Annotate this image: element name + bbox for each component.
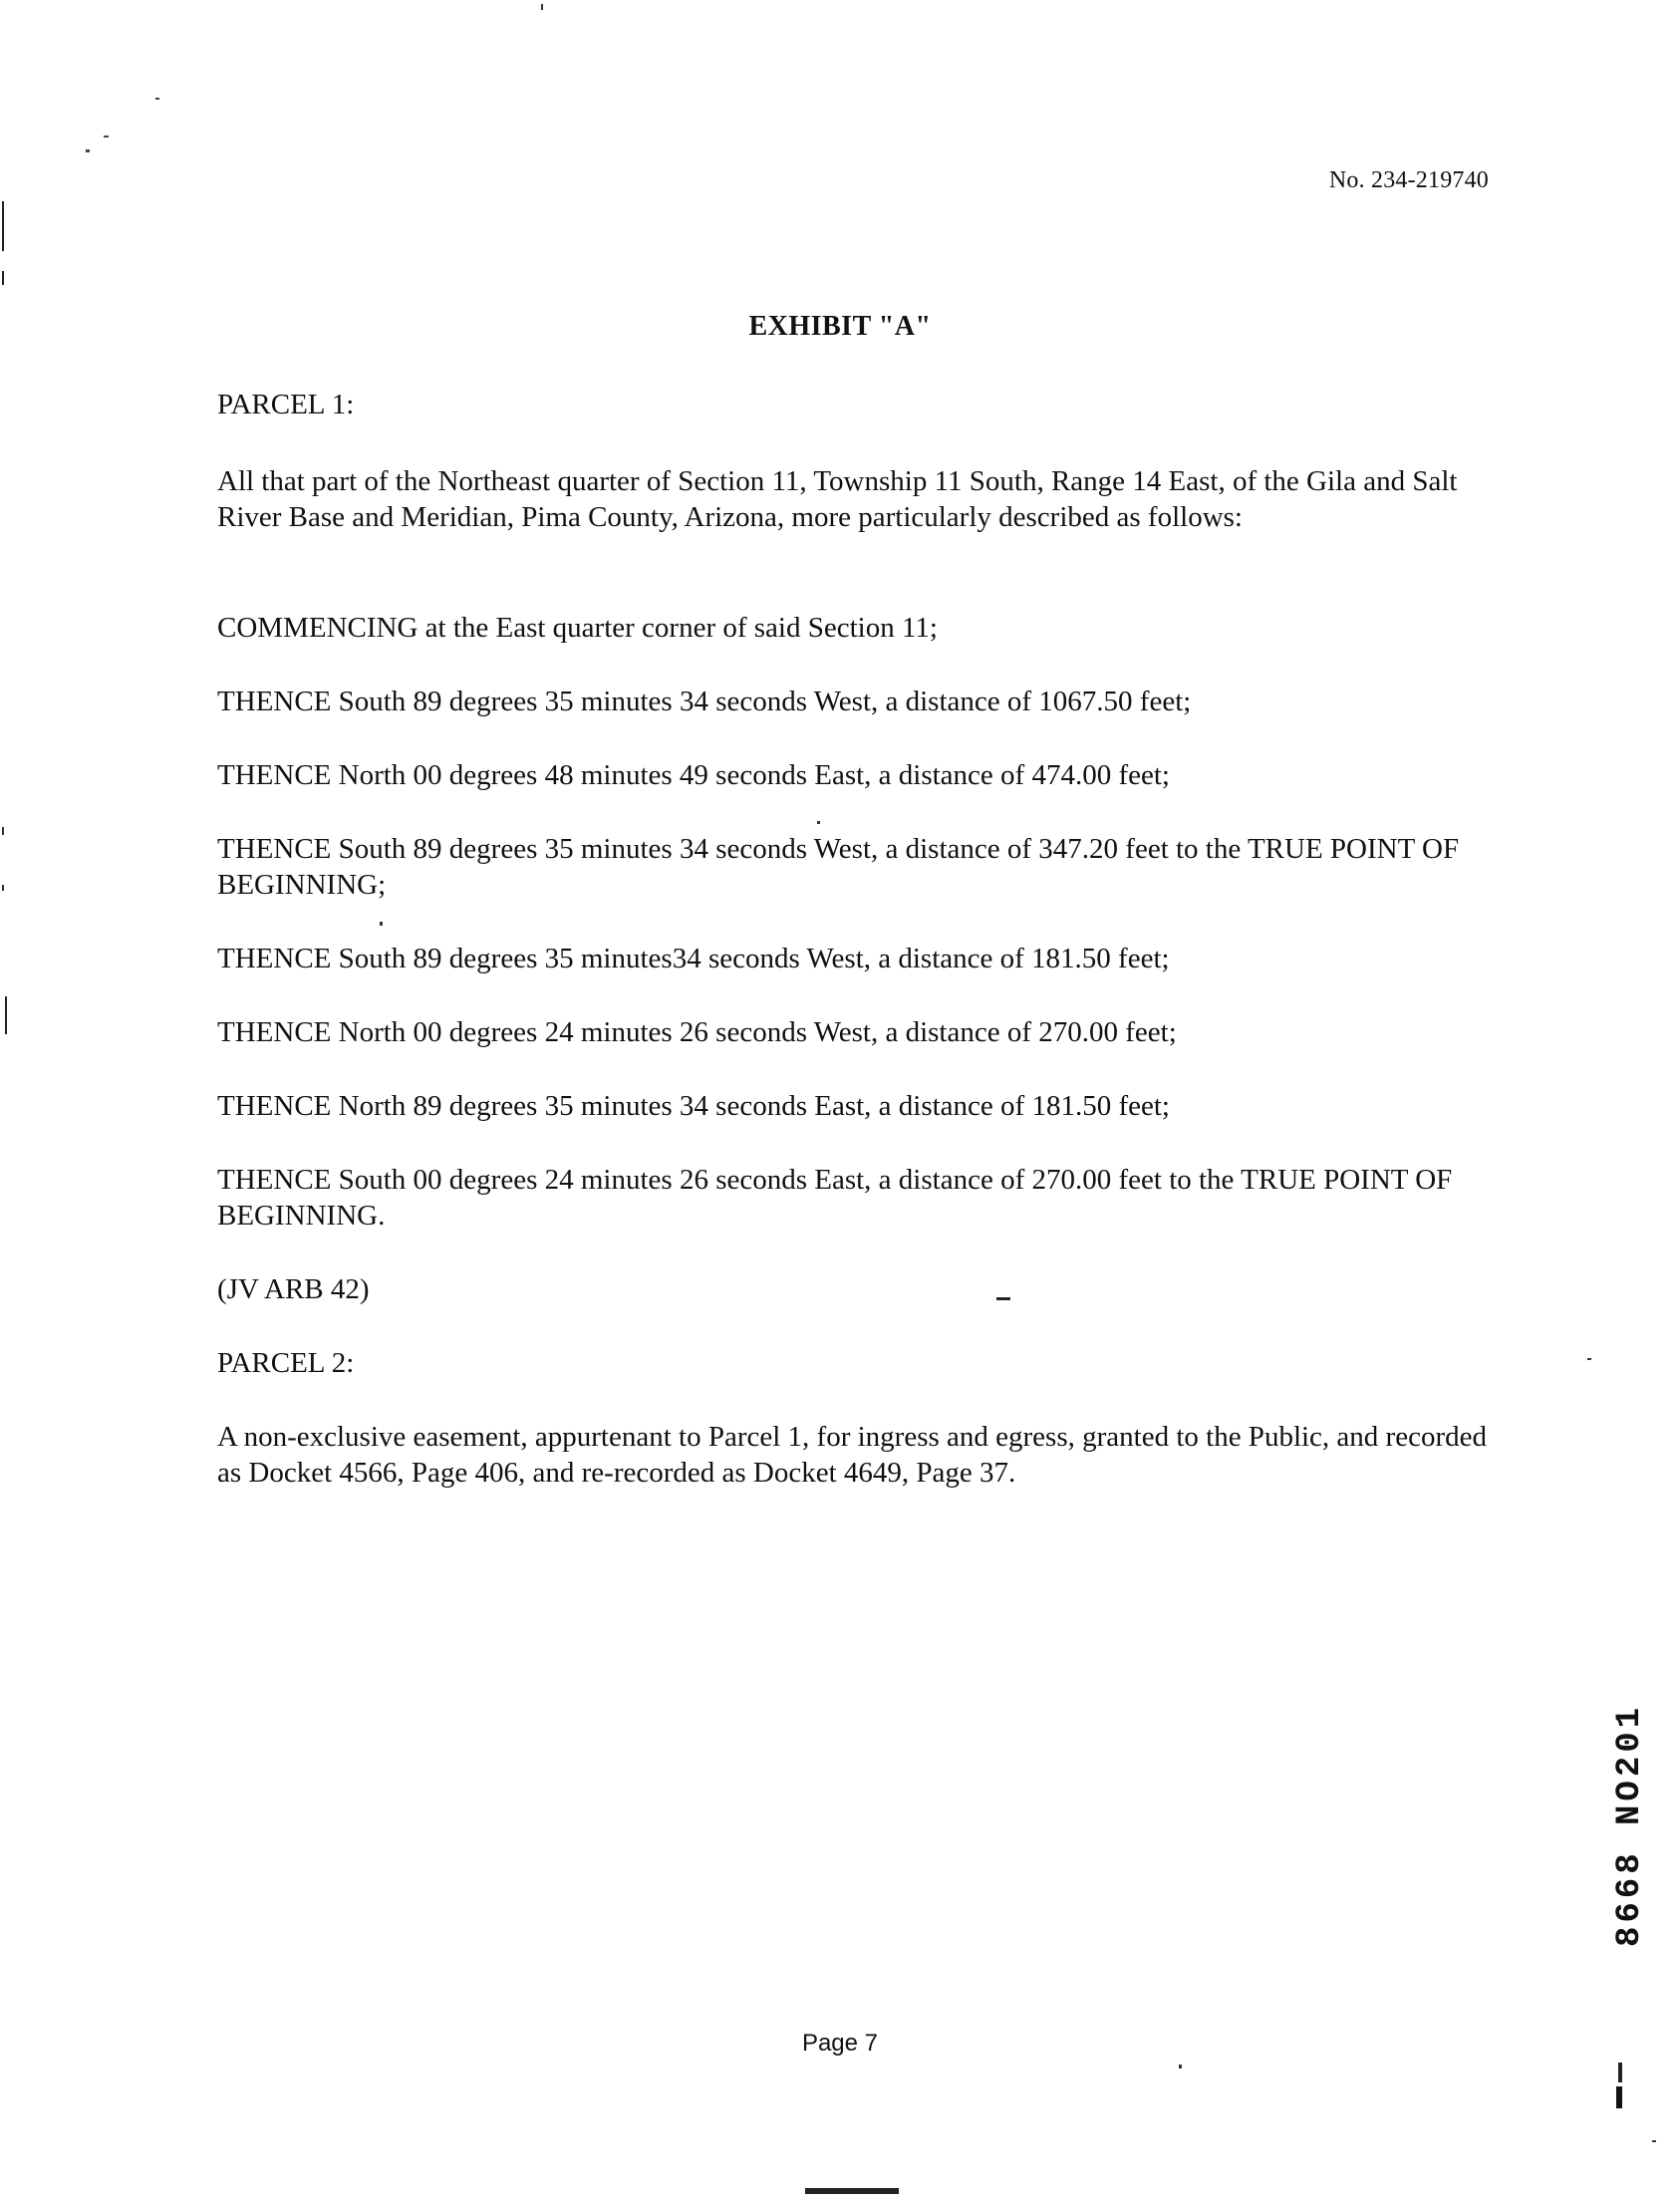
thence-call-7 (217, 1162, 1493, 1234)
thence-call-2 (217, 757, 1493, 793)
commencing-text: COMMENCING at the East quarter corner of said Section 11; (217, 612, 938, 644)
parcel-1-heading-text: PARCEL 1: (217, 389, 355, 420)
easement-text: A non-exclusive easement, appurtenant to Parcel 1, for ingress and egress, granted to the Public, and recorded as Docket 4566, Page 406, and re-recorded as Docket 4649, Page 37. (217, 1421, 1487, 1489)
thence-call-1 (217, 684, 1493, 719)
thence-call-text: THENCE South 89 degrees 35 minutes34 seconds West, a distance of 181.50 feet; (217, 943, 1170, 974)
thence-call-6 (217, 1088, 1493, 1124)
thence-call-5 (217, 1014, 1493, 1050)
recording-stamp-text: 8668 NO201 (1611, 1703, 1649, 1947)
reference-note (217, 1271, 1493, 1307)
thence-call-text: THENCE South 00 degrees 24 minutes 26 seconds East, a distance of 270.00 feet to the TRUE POINT OF BEGINNING. (217, 1164, 1453, 1232)
exhibit-title: EXHIBIT "A" (748, 311, 932, 342)
easement-paragraph (217, 1419, 1493, 1491)
parcel-1-heading (217, 387, 1493, 422)
thence-call-text: THENCE North 00 degrees 48 minutes 49 seconds East, a distance of 474.00 feet; (217, 759, 1170, 791)
thence-call-text: THENCE South 89 degrees 35 minutes 34 seconds West, a distance of 347.20 feet to the TRUE POINT OF BEGINNING; (217, 833, 1460, 901)
commencing-paragraph (217, 610, 1493, 646)
document-number: No. 234-219740 (1328, 167, 1489, 193)
thence-call-3 (217, 831, 1493, 903)
parcel-2-heading (217, 1345, 1493, 1381)
parcel-1-description (217, 463, 1493, 535)
parcel-2-heading-text: PARCEL 2: (217, 1347, 355, 1379)
page-number: Page 7 (801, 2030, 879, 2057)
thence-call-text: THENCE North 00 degrees 24 minutes 26 seconds West, a distance of 270.00 feet; (217, 1016, 1177, 1048)
reference-text: (JV ARB 42) (217, 1273, 370, 1305)
thence-call-4 (217, 941, 1493, 976)
parcel-1-intro: All that part of the Northeast quarter of Section 11, Township 11 South, Range 14 East, of the Gila and Salt River Base and Meridian, Pima County, Arizona, more particularly described as follows: (217, 465, 1458, 533)
thence-call-text: THENCE North 89 degrees 35 minutes 34 seconds East, a distance of 181.50 feet; (217, 1090, 1170, 1122)
thence-call-text: THENCE South 89 degrees 35 minutes 34 seconds West, a distance of 1067.50 feet; (217, 686, 1192, 717)
recording-stamp (1611, 1590, 1649, 1949)
